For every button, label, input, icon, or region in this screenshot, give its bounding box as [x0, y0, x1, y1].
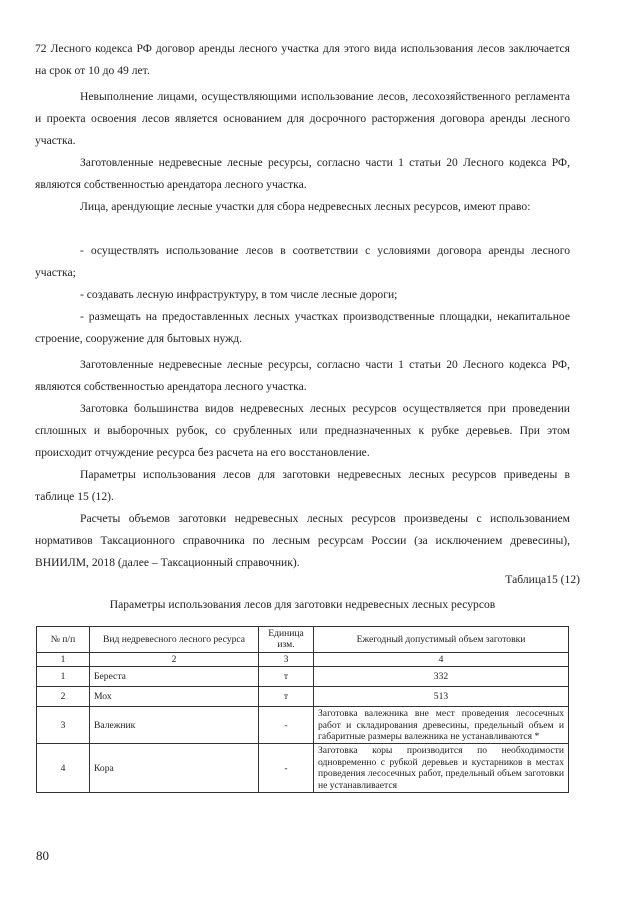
header-resource-type: Вид недревесного лесного ресурса: [90, 627, 259, 653]
page-number: 80: [36, 848, 49, 863]
cell-volume: Заготовка валежника вне мест проведения лесосечных работ и складирования древесины, предельный объем и габаритные размеры валежника не устанавливаются *: [314, 707, 569, 744]
paragraph-ownership: Заготовленные недревесные лесные ресурсы, согласно части 1 статьи 20 Лесного кодекса РФ, являются собственностью арендатора лесного участка.: [35, 156, 570, 191]
table-reference: Таблица15 (12): [505, 573, 580, 586]
paragraph-termination: Невыполнение лицами, осуществляющими использование лесов, лесохозяйственного регламента и проекта освоения лесов является основанием для досрочного расторжения договора аренды лесного участка.: [35, 90, 570, 147]
cell-number: 1: [37, 667, 90, 687]
header-number: № п/п: [37, 627, 90, 653]
index-cell: 3: [259, 652, 314, 666]
list-item-use-forests: - осуществлять использование лесов в соответствии с условиями договора аренды лесного участка;: [35, 244, 570, 279]
header-annual-volume: Ежегодный допустимый объем заготовки: [314, 627, 569, 653]
table-header-row: [37, 627, 569, 653]
cell-unit: т: [259, 687, 314, 707]
table-row: [37, 707, 569, 744]
table-row: [37, 667, 569, 687]
cell-volume: Заготовка коры производится по необходимости одновременно с рубкой деревьев и кустарников в местах проведения лесосечных работ, предельный объем заготовки не устанавливается: [314, 744, 569, 793]
cell-resource: Валежник: [90, 707, 259, 744]
cell-number: 3: [37, 707, 90, 744]
paragraph-rights-intro: Лица, арендующие лесные участки для сбора недревесных лесных ресурсов, имеют право:: [80, 200, 531, 213]
table-index-row: [37, 652, 569, 666]
cell-volume: 513: [314, 687, 569, 707]
cell-number: 4: [37, 744, 90, 793]
cell-unit: -: [259, 744, 314, 793]
cell-unit: -: [259, 707, 314, 744]
cell-resource: Мох: [90, 687, 259, 707]
parameters-table: [36, 626, 569, 793]
cell-number: 2: [37, 687, 90, 707]
paragraph-parameters: Параметры использования лесов для заготовки недревесных лесных ресурсов приведены в таблице 15 (12).: [35, 468, 570, 503]
cell-volume: 332: [314, 667, 569, 687]
index-cell: 4: [314, 652, 569, 666]
paragraph-harvesting: Заготовка большинства видов недревесных лесных ресурсов осуществляется при проведении сплошных и выборочных рубок, со срубленных или предназначенных к рубке деревьев. При этом происходит отчуждение ресурса без расчета на его восстановление.: [35, 402, 570, 459]
table-row: [37, 744, 569, 793]
table-row: [37, 687, 569, 707]
paragraph-lease-term: 72 Лесного кодекса РФ договор аренды лесного участка для этого вида использования лесов заключается на срок от 10 до 49 лет.: [35, 42, 570, 77]
cell-unit: т: [259, 667, 314, 687]
list-item-production-sites: - размещать на предоставленных лесных участках производственные площадки, некапитальное строение, сооружение для бытовых нужд.: [35, 310, 570, 345]
index-cell: 1: [37, 652, 90, 666]
cell-resource: Береста: [90, 667, 259, 687]
cell-resource: Кора: [90, 744, 259, 793]
table-title: Параметры использования лесов для заготовки недревесных лесных ресурсов: [109, 598, 496, 611]
paragraph-ownership-repeat: Заготовленные недревесные лесные ресурсы, согласно части 1 статьи 20 Лесного кодекса РФ, являются собственностью арендатора лесного участка.: [35, 358, 570, 393]
header-unit: Единица изм.: [259, 627, 314, 653]
list-item-infrastructure: - создавать лесную инфраструктуру, в том числе лесные дороги;: [80, 288, 398, 301]
paragraph-calculations: Расчеты объемов заготовки недревесных лесных ресурсов произведены с использованием нормативов Таксационного справочника по лесным ресурсам России (за исключением древесины), ВНИИЛМ, 2018 (далее – Таксационный справочник).: [35, 512, 570, 569]
index-cell: 2: [90, 652, 259, 666]
